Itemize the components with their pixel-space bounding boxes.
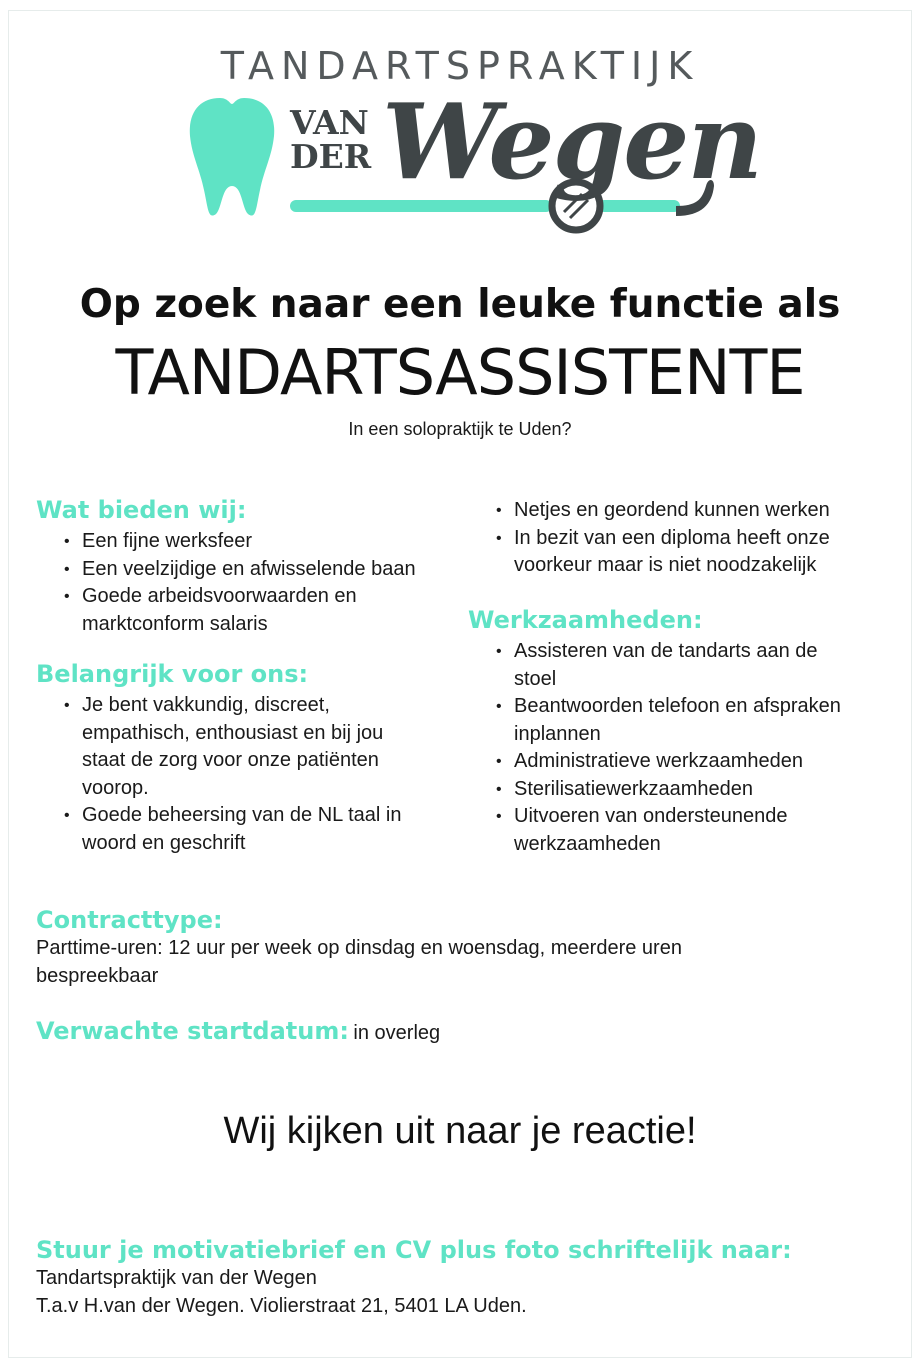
start-heading: Verwachte startdatum: (36, 1017, 349, 1045)
job-title: TANDARTSASSISTENTE (115, 336, 805, 409)
list-item-line: stoel (514, 667, 557, 690)
important-continued (468, 497, 898, 580)
list-item-line: • Assisteren van de tandarts aan de (514, 640, 818, 662)
apply-section (36, 1236, 896, 1320)
apply-address-line-2: T.a.v H.van der Wegen. Violierstraat 21, 5401 LA Uden. (36, 1295, 527, 1317)
list-item-line: • Uitvoeren van ondersteunende (514, 805, 788, 827)
list-item (82, 692, 456, 802)
list-item-line: marktconform salaris (82, 612, 268, 635)
list-item (82, 556, 456, 584)
list-item-line: empathisch, enthousiast en bij jou (82, 721, 384, 744)
tasks-list (468, 638, 898, 858)
list-item-line: • Goede arbeidsvoorwaarden en (82, 585, 357, 607)
contract-section (36, 906, 896, 990)
list-item-line: • Je bent vakkundig, discreet, (82, 694, 330, 716)
list-item (514, 803, 898, 858)
list-item-line: • Goede beheersing van de NL taal in (82, 804, 402, 826)
headline: Op zoek naar een leuke functie als (79, 282, 841, 327)
list-item (514, 693, 898, 748)
list-item-line: • Een fijne werksfeer (82, 530, 253, 552)
offer-list (36, 528, 456, 638)
list-item (514, 497, 898, 525)
list-item-line: inplannen (514, 722, 601, 745)
list-item-line: voorkeur maar is niet noodzakelijk (514, 554, 817, 576)
list-item (514, 525, 898, 580)
list-item (82, 528, 456, 556)
apply-heading: Stuur je motivatiebrief en CV plus foto schriftelijk naar: (36, 1236, 792, 1264)
list-item (514, 776, 898, 804)
logo-van-der: VAN DER (290, 103, 372, 176)
list-item (514, 748, 898, 776)
list-item-line: staat de zorg voor onze patiënten (82, 749, 379, 771)
list-item (82, 802, 456, 857)
contract-text: Parttime-uren: 12 uur per week op dinsdag en woensdag, meerdere uren bespreekbaar (36, 937, 682, 987)
list-item-line: • Netjes en geordend kunnen werken (514, 499, 830, 521)
list-item (514, 638, 898, 693)
important-heading: Belangrijk voor ons: (36, 660, 309, 688)
tasks-heading: Werkzaamheden: (468, 606, 703, 634)
list-item-line: • In bezit van een diploma heeft onze (514, 526, 830, 549)
logo-top-text: TANDARTSPRAKTIJK (220, 44, 700, 88)
subtitle: In een solopraktijk te Uden? (348, 419, 572, 439)
important-list-continued (468, 497, 898, 580)
offer-heading: Wat bieden wij: (36, 496, 247, 524)
list-item-line: • Sterilisatiewerkzaamheden (514, 777, 754, 800)
start-section (36, 1017, 896, 1047)
list-item-line: voorop. (82, 776, 149, 799)
list-item-line: • Een veelzijdige en afwisselende baan (82, 557, 416, 580)
tasks-section (468, 606, 898, 858)
contract-heading: Contracttype: (36, 906, 223, 934)
list-item (82, 583, 456, 638)
list-item-line: • Administratieve werkzaamheden (514, 750, 804, 772)
important-list (36, 692, 456, 857)
logo-wegen: Wegen (382, 80, 761, 203)
list-item-line: • Beantwoorden telefoon en afspraken (514, 695, 841, 717)
start-value: in overleg (353, 1022, 441, 1044)
apply-address-line-1: Tandartspraktijk van der Wegen (36, 1267, 317, 1289)
tooth-icon (190, 98, 274, 216)
list-item-line: woord en geschrift (82, 831, 246, 854)
list-item-line: werkzaamheden (514, 832, 661, 855)
offer-section (36, 496, 456, 638)
closing-text: Wij kijken uit naar je reactie! (223, 1110, 697, 1152)
important-section (36, 660, 456, 857)
